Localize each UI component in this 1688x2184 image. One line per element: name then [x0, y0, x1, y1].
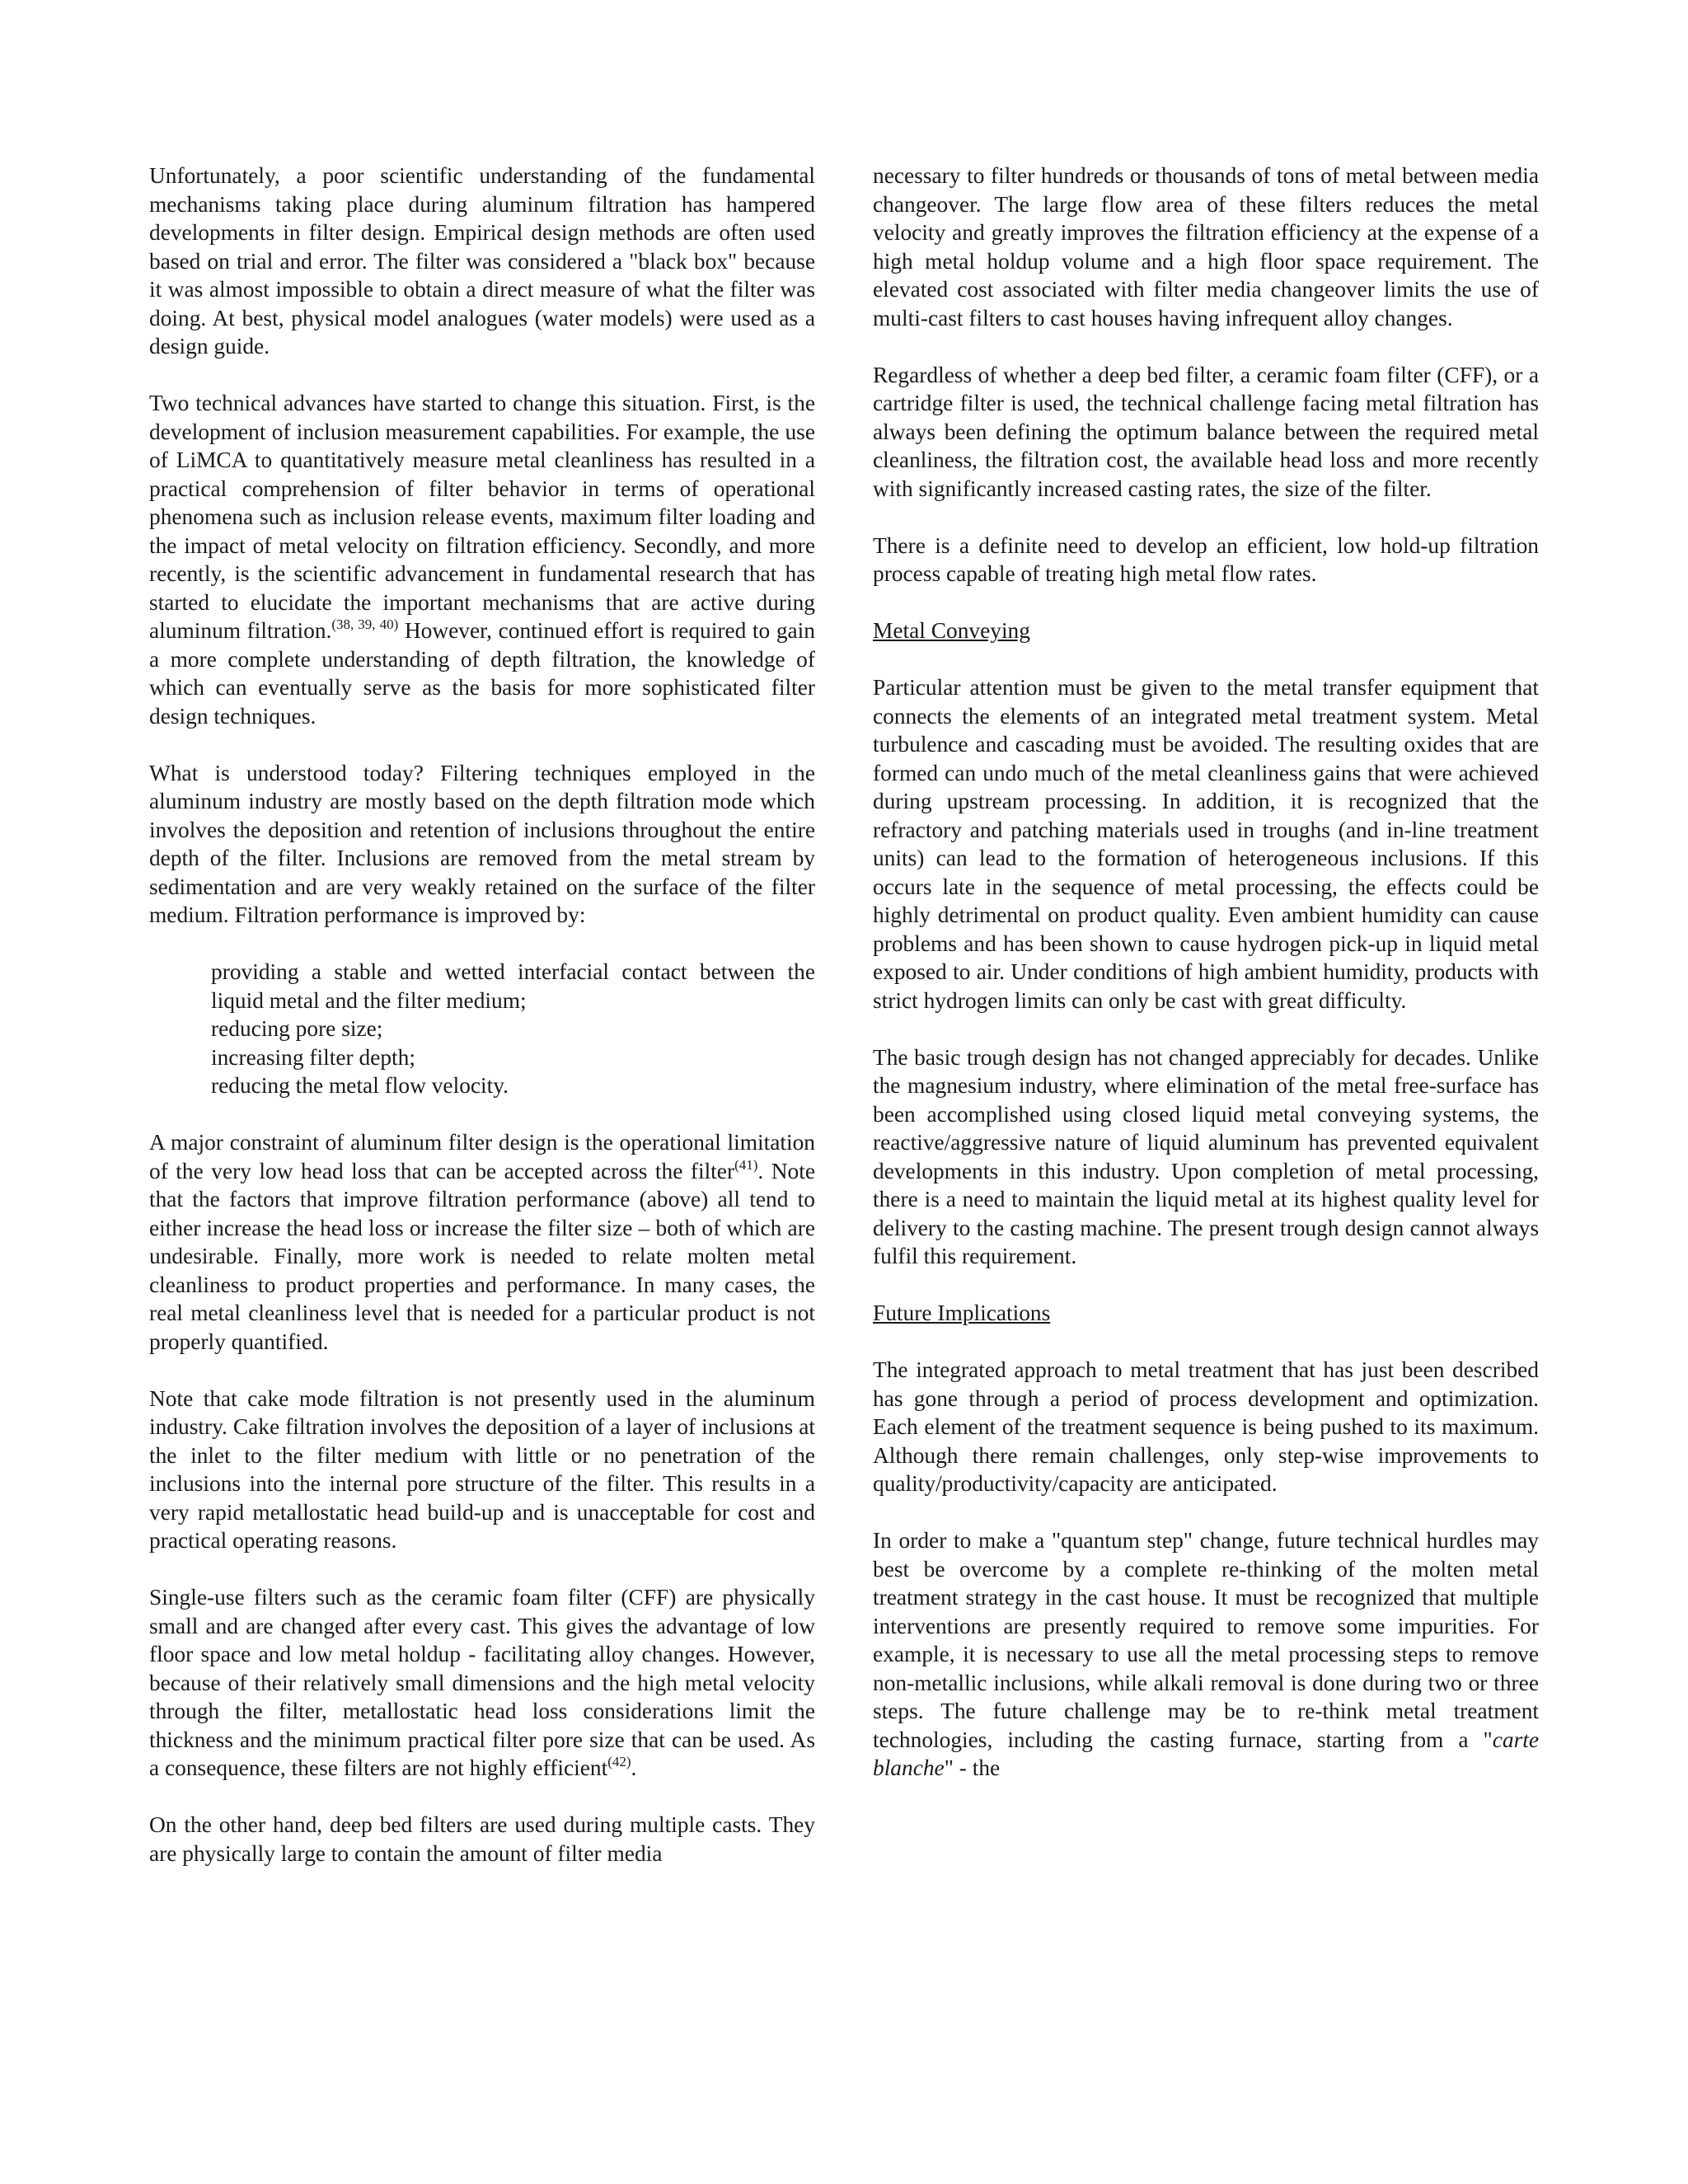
paragraph-trough-design: The basic trough design has not changed appreciably for decades. Unlike the magnesium industry, where elimination of the metal free-surface has been accomplished using closed liquid metal conveying systems, the reactive/aggressive nature of liquid aluminum has prevented equivalent developments in this industry. Upon completion of metal processing, there is a need to maintain the liquid metal at its highest quality level for delivery to the casting machine. The present trough design cannot always fulfil this requirement. [873, 1044, 1539, 1268]
right-column [873, 162, 1539, 1783]
citation-42: (42) [607, 1754, 631, 1769]
section-heading-metal-conveying: Metal Conveying [873, 618, 1030, 643]
paragraph-head-loss-constraint [149, 1128, 815, 1356]
paragraph-integrated-approach: The integrated approach to metal treatment that has just been described has gone through a period of process development and optimization. Each element of the treatment sequence is being pushed to its maximum. Although there remain challenges, only step-wise improvements to quality/productivity/capacity are anticipated. [873, 1357, 1539, 1496]
filtration-performance-list [211, 958, 815, 1100]
paragraph-text: A major constraint of aluminum filter design is the operational limitation of the very low head loss that can be accepted across the filter [149, 1130, 815, 1183]
paragraph-text: In order to make a "quantum step" change, future technical hurdles may best be overcome by a complete re-thinking of the molten metal treatment strategy in the cast house. It must be recognized that multiple interventions are presently required to remove some impurities. For example, it is necessary to use all the metal processing steps to remove non-metallic inclusions, while alkali removal is done during two or three steps. The future challenge may be to re-think metal treatment technologies, including the casting furnace, starting from a " [873, 1528, 1539, 1752]
paragraph-text: . Note that the factors that improve filtration performance (above) all tend to either increase the head loss or increase the filter size – both of which are undesirable. Finally, more work is needed to relate molten metal cleanliness to product properties and performance. In many cases, the real metal cleanliness level that is needed for a particular product is not properly quantified. [149, 1158, 815, 1354]
paragraph-quantum-step [873, 1526, 1539, 1783]
paragraph-text: " - the [944, 1755, 1001, 1780]
paragraph-filter-design-understanding: Unfortunately, a poor scientific understanding of the fundamental mechanisms taking place during aluminum filtration has hampered developments in filter design. Empirical design methods are often used based on trial and error. The filter was considered a "black box" because it was almost impossible to obtain a direct measure of what the filter was doing. At best, physical model analogues (water models) were used as a design guide. [149, 163, 815, 359]
paragraph-text: Single-use filters such as the ceramic foam filter (CFF) are physically small and are changed after every cast. This gives the advantage of low floor space and low metal holdup - facilitating alloy changes. However, because of their relatively small dimensions and the high metal velocity through the filter, metallostatic head loss considerations limit the thickness and the minimum practical filter pore size that can be used. As a consequence, these filters are not highly efficient [149, 1585, 815, 1780]
paragraph-text: Two technical advances have started to change this situation. First, is the development of inclusion measurement capabilities. For example, the use of LiMCA to quantitatively measure metal cleanliness has resulted in a practical comprehension of filter behavior in terms of operational phenomena such as inclusion release events, maximum filter loading and the impact of metal velocity on filtration efficiency. Secondly, and more recently, is the scientific advancement in fundamental research that has started to elucidate the important mechanisms that are active during aluminum filtration. [149, 391, 815, 643]
paragraph-text: . [631, 1755, 637, 1780]
list-item: increasing filter depth; [211, 1044, 415, 1070]
paragraph-metal-transfer: Particular attention must be given to the metal transfer equipment that connects the elements of an integrated metal treatment system. Metal turbulence and cascading must be avoided. The resulting oxides that are formed can undo much of the metal cleanliness gains that were achieved during upstream processing. In addition, it is recognized that the refractory and patching materials used in troughs (and in-line treatment units) can lead to the formation of heterogeneous inclusions. If this occurs late in the sequence of metal processing, the effects could be highly detrimental on product quality. Even ambient humidity can cause problems and has been shown to cause hydrogen pick-up in liquid metal exposed to air. Under conditions of high ambient humidity, products with strict hydrogen limits can only be cast with great difficulty. [873, 675, 1539, 1013]
paragraph-deep-bed-continued: necessary to filter hundreds or thousands of tons of metal between media changeover. The large flow area of these filters reduces the metal velocity and greatly improves the filtration efficiency at the expense of a high metal holdup volume and a high floor space requirement. The elevated cost associated with filter media changeover limits the use of multi-cast filters to cast houses having infrequent alloy changes. [873, 163, 1539, 330]
list-item: reducing pore size; [211, 1016, 383, 1041]
paragraph-cake-mode-filtration: Note that cake mode filtration is not presently used in the aluminum industry. Cake filtration involves the deposition of a layer of inclusions at the inlet to the filter medium with little or no penetration of the inclusions into the internal pore structure of the filter. This results in a very rapid metallostatic head build-up and is unacceptable for cost and practical operating reasons. [149, 1385, 815, 1553]
paragraph-deep-bed-filters: On the other hand, deep bed filters are used during multiple casts. They are physically large to contain the amount of filter media [149, 1812, 815, 1866]
paragraph-text: However, continued effort is required to gain a more complete understanding of depth filtration, the knowledge of which can eventually serve as the basis for more sophisticated filter design techniques. [149, 618, 815, 729]
section-heading-future-implications: Future Implications [873, 1301, 1051, 1325]
paragraph-technical-advances [149, 389, 815, 730]
list-item: reducing the metal flow velocity. [211, 1073, 509, 1098]
paragraph-technical-challenge: Regardless of whether a deep bed filter, a ceramic foam filter (CFF), or a cartridge filter is used, the technical challenge facing metal filtration has always been defining the optimum balance between the required metal cleanliness, the filtration cost, the available head loss and more recently with significantly increased casting rates, the size of the filter. [873, 362, 1539, 501]
list-item: providing a stable and wetted interfacial contact between the liquid metal and the filter medium; [211, 959, 815, 1013]
citation-38-39-40: (38, 39, 40) [331, 616, 399, 632]
paragraph-what-is-understood: What is understood today? Filtering techniques employed in the aluminum industry are mostly based on the depth filtration mode which involves the deposition and retention of inclusions throughout the entire depth of the filter. Inclusions are removed from the metal stream by sedimentation and are very weakly retained on the surface of the filter medium. Filtration performance is improved by: [149, 760, 815, 927]
left-column [149, 162, 815, 1868]
citation-41: (41) [734, 1156, 758, 1173]
paragraph-definite-need: There is a definite need to develop an efficient, low hold-up filtration process capable of treating high metal flow rates. [873, 532, 1539, 586]
paragraph-single-use-filters [149, 1583, 815, 1783]
italic-phrase: carte blanche [873, 1727, 1539, 1780]
